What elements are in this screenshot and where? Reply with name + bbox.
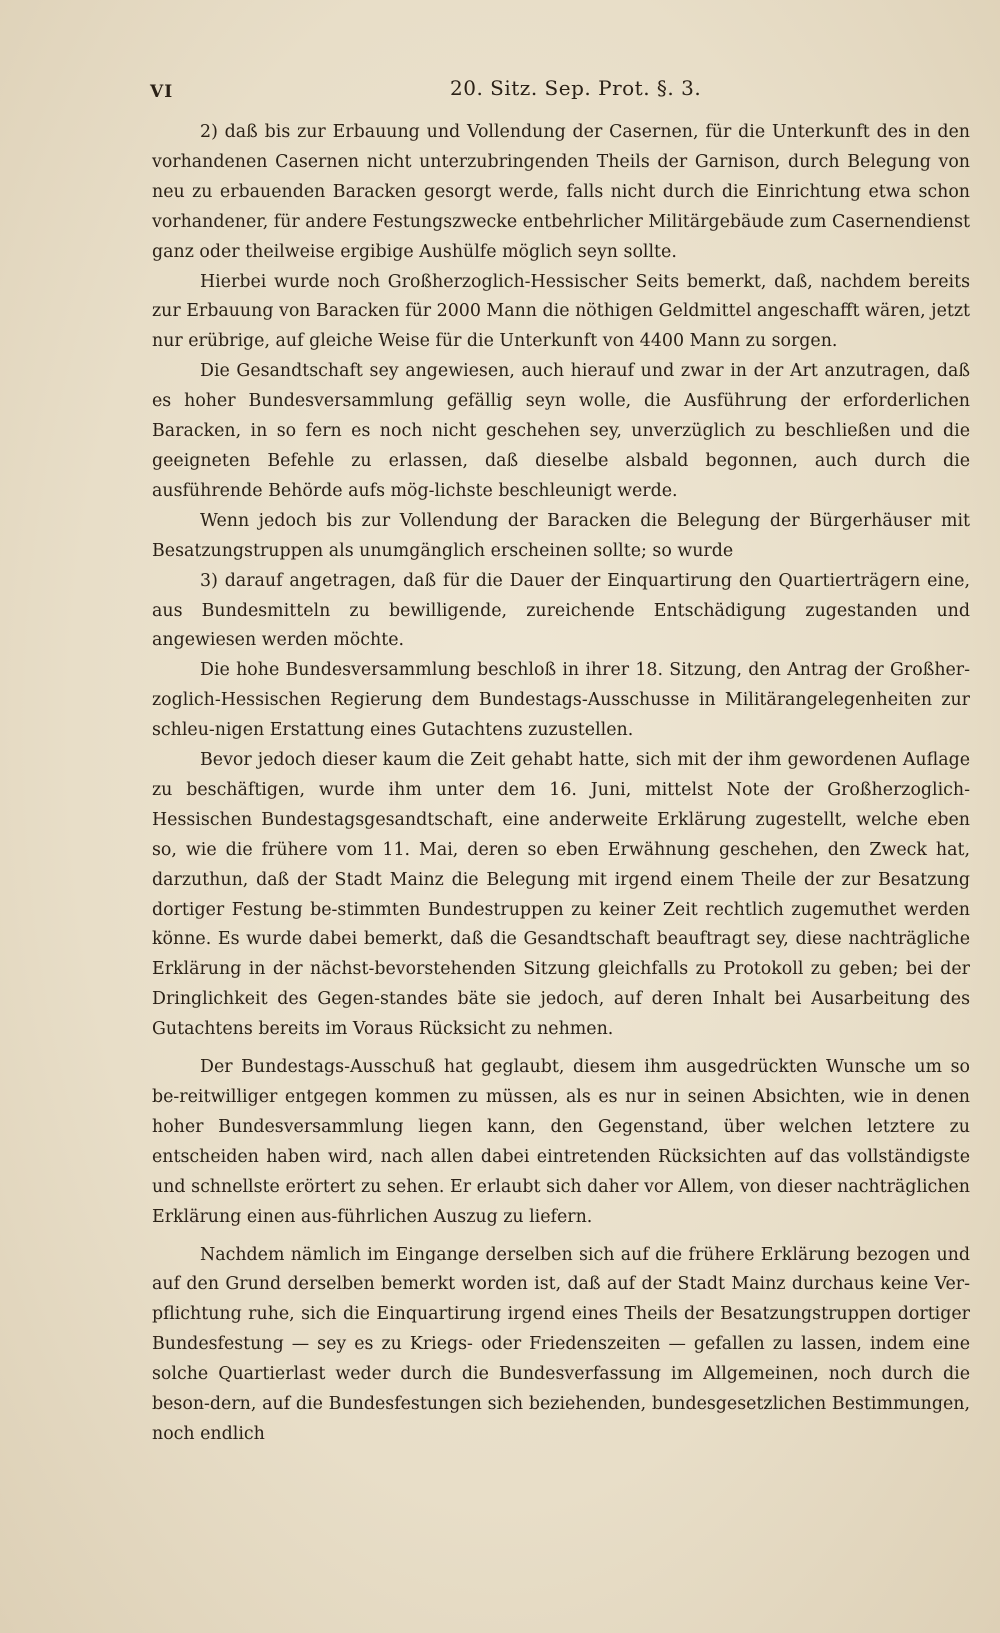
paragraph: 3) darauf angetragen, daß für die Dauer der Einquartirung den Quartierträgern eine, aus Bundesmitteln zu bewilligende, zureichende Entschädigung zugestanden und angewiesen werden möchte. [152, 570, 970, 651]
page-header [150, 66, 970, 106]
paragraph: 2) daß bis zur Erbauung und Vollendung der Casernen, für die Unterkunft des in den vorhandenen Casernen nicht unterzubringenden Theils der Garnison, durch Belegung von neu zu erbauenden Baracken gesorgt werde, falls nicht durch die Einrichtung etwa schon vorhandener, für andere Festungszwecke entbehrlicher Militärgebäude zum Casernendienst ganz oder theilweise ergibige Aushülfe möglich seyn sollte. [152, 122, 970, 262]
paragraph: Wenn jedoch bis zur Vollendung der Baracken die Belegung der Bürgerhäuser mit Besatzungstruppen als unumgänglich erscheinen sollte; so wurde [152, 510, 970, 561]
paragraph: Die Gesandtschaft sey angewiesen, auch hierauf und zwar in der Art anzutragen, daß es hoher Bundesversammlung gefällig seyn wolle, die Ausführung der erforderlichen Baracken, in so fern es noch nicht geschehen sey, unverzüglich zu beschließen und die geeigneten Befehle zu erlassen, daß dieselbe alsbald begonnen, auch durch die ausführende Behörde aufs mög-lichste beschleunigt werde. [152, 361, 970, 501]
running-head: 20. Sitz. Sep. Prot. §. 3. [450, 76, 702, 100]
page-number: VI [150, 82, 174, 102]
paragraph: Der Bundestags-Ausschuß hat geglaubt, diesem ihm ausgedrückten Wunsche um so be-reitwilliger entgegen kommen zu müssen, als es nur in seinen Absichten, wie in denen hoher Bundesversammlung liegen kann, den Gegenstand, über welchen letztere zu entscheiden haben wird, nach allen dabei eintretenden Rücksichten auf das vollständigste und schnellste erörtert zu sehen. Er erlaubt sich daher vor Allem, von dieser nachträglichen Erklärung einen aus-führlichen Auszug zu liefern. [152, 1057, 970, 1227]
paragraph: Bevor jedoch dieser kaum die Zeit gehabt hatte, sich mit der ihm gewordenen Auflage zu beschäftigen, wurde ihm unter dem 16. Juni, mittelst Note der Großherzoglich-Hessischen Bundestagsgesandtschaft, eine anderweite Erklärung zugestellt, welche eben so, wie die frühere vom 11. Mai, deren so eben Erwähnung geschehen, den Zweck hat, darzuthun, daß der Stadt Mainz die Belegung mit irgend einem Theile der zur Besatzung dortiger Festung be-stimmten Bundestruppen zu keiner Zeit rechtlich zugemuthet werden könne. Es wurde dabei bemerkt, daß die Gesandtschaft beauftragt sey, diese nachträgliche Erklärung in der nächst-bevorstehenden Sitzung gleichfalls zu Protokoll zu geben; bei der Dringlichkeit des Gegen-standes bäte sie jedoch, auf deren Inhalt bei Ausarbeitung des Gutachtens bereits im Voraus Rücksicht zu nehmen. [152, 750, 970, 1040]
paragraph: Hierbei wurde noch Großherzoglich-Hessischer Seits bemerkt, daß, nachdem bereits zur Erbauung von Baracken für 2000 Mann die nöthigen Geldmittel angeschafft wären, jetzt nur erübrige, auf gleiche Weise für die Unterkunft von 4400 Mann zu sorgen. [152, 271, 970, 352]
paragraph: Die hohe Bundesversammlung beschloß in ihrer 18. Sitzung, den Antrag der Großher-zoglich-Hessischen Regierung dem Bundestags-Ausschusse in Militärangelegenheiten zur schleu-nigen Erstattung eines Gutachtens zuzustellen. [152, 660, 970, 741]
paragraph: Nachdem nämlich im Eingange derselben sich auf die frühere Erklärung bezogen und auf den Grund derselben bemerkt worden ist, daß auf der Stadt Mainz durchaus keine Ver-pflichtung ruhe, sich die Einquartirung irgend eines Theils der Besatzungstruppen dortiger Bundesfestung — sey es zu Kriegs- oder Friedenszeiten — gefallen zu lassen, indem eine solche Quartierlast weder durch die Bundesverfassung im Allgemeinen, noch durch die beson-dern, auf die Bundesfestungen sich beziehenden, bundesgesetzlichen Bestimmungen, noch endlich [152, 1244, 970, 1444]
body-text [152, 118, 970, 1450]
